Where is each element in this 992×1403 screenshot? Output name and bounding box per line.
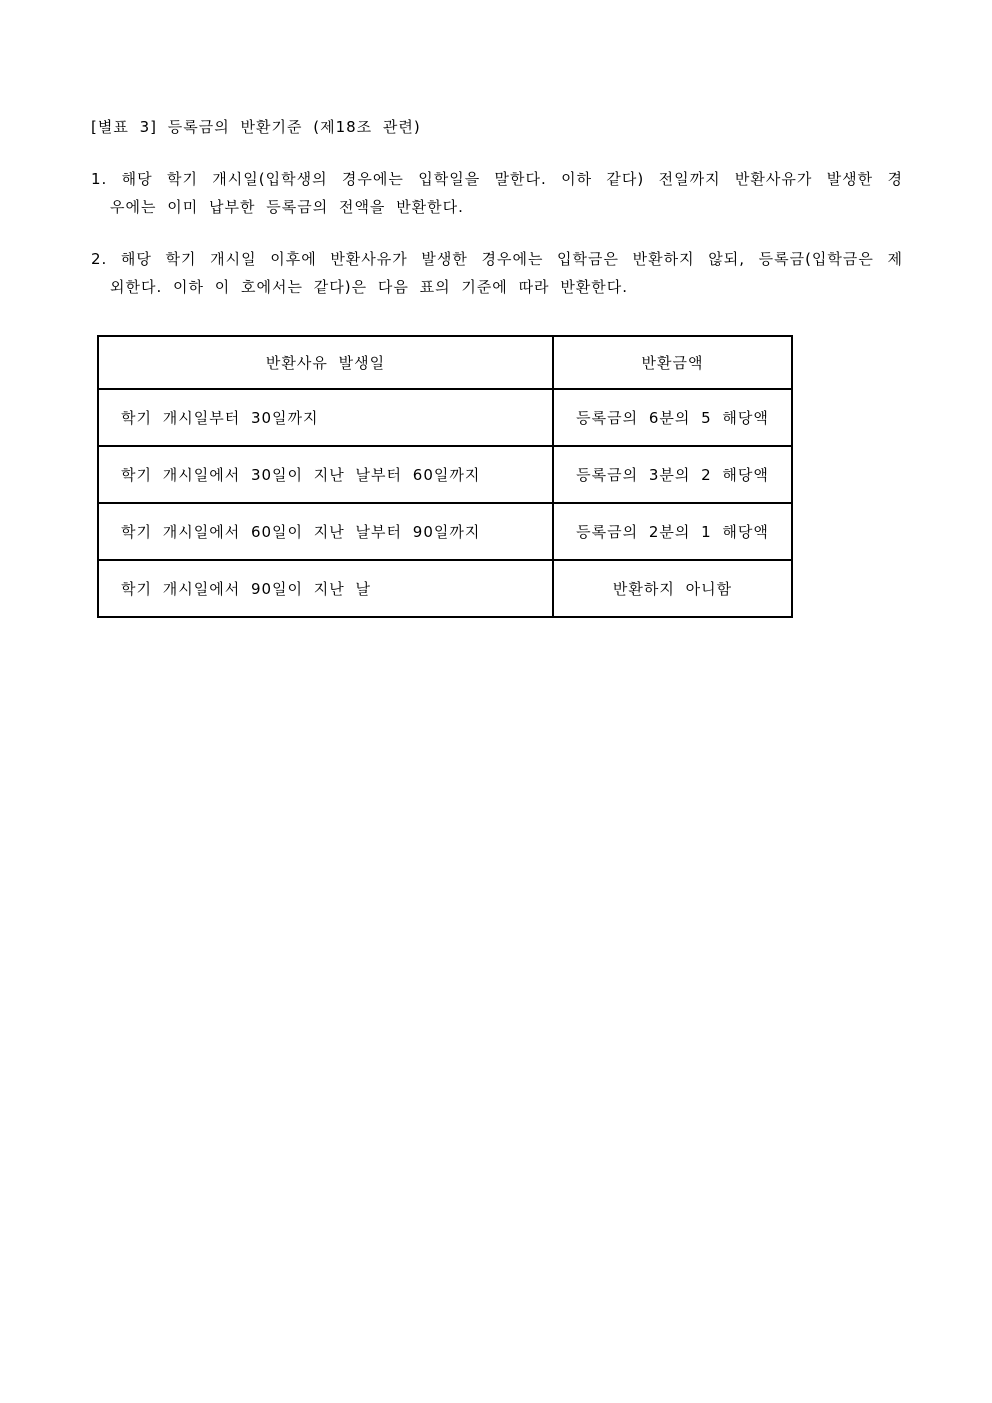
table-cell-amount: 반환하지 아니함 [553,560,792,617]
table-cell-reason: 학기 개시일에서 60일이 지난 날부터 90일까지 [98,503,553,560]
paragraph-2-line-1: 2. 해당 학기 개시일 이후에 반환사유가 발생한 경우에는 입학금은 반환하지 않되, 등록금(입학금은 제 [91,250,903,268]
table-header-amount: 반환금액 [553,336,792,389]
table-header-row [98,336,792,389]
table-row [98,446,792,503]
document-title: [별표 3] 등록금의 반환기준 (제18조 관련) [91,118,421,136]
table-cell-amount: 등록금의 3분의 2 해당액 [553,446,792,503]
paragraph-1-line-1: 1. 해당 학기 개시일(입학생의 경우에는 입학일을 말한다. 이하 같다) 전일까지 반환사유가 발생한 경 [91,170,903,188]
table-cell-reason: 학기 개시일에서 90일이 지난 날 [98,560,553,617]
table-cell-reason: 학기 개시일부터 30일까지 [98,389,553,446]
table-row [98,389,792,446]
paragraph-2 [91,245,903,301]
table-header-reason: 반환사유 발생일 [98,336,553,389]
table-row [98,503,792,560]
table-cell-reason: 학기 개시일에서 30일이 지난 날부터 60일까지 [98,446,553,503]
paragraph-1 [91,165,903,221]
paragraph-2-line-2: 외한다. 이하 이 호에서는 같다)은 다음 표의 기준에 따라 반환한다. [110,278,629,296]
table-cell-amount: 등록금의 2분의 1 해당액 [553,503,792,560]
table-row [98,560,792,617]
table-cell-amount: 등록금의 6분의 5 해당액 [553,389,792,446]
paragraph-1-line-2: 우에는 이미 납부한 등록금의 전액을 반환한다. [110,198,464,216]
refund-table [97,335,793,618]
